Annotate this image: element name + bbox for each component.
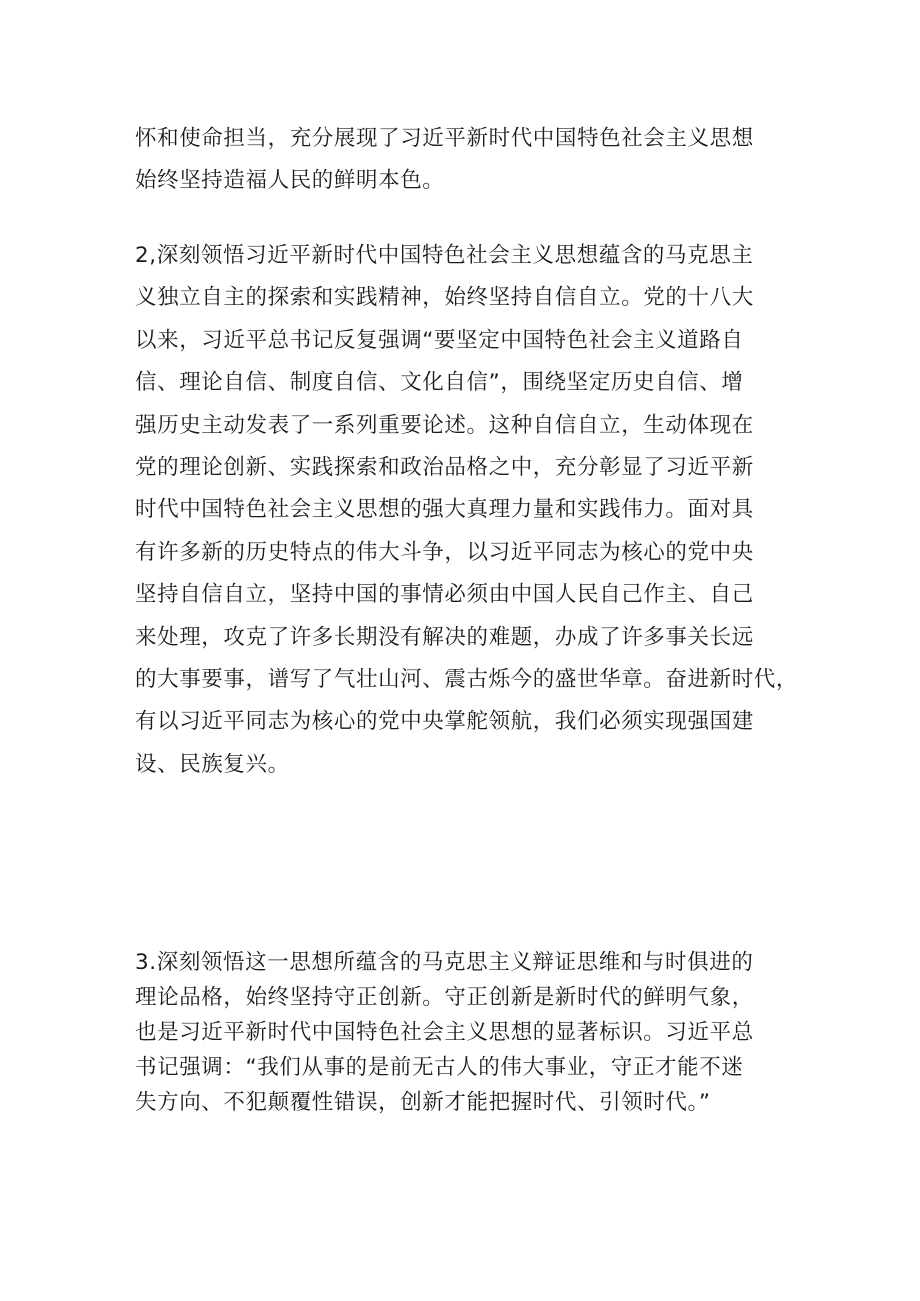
text-line: 书记强调：“我们从事的是前无古人的伟大事业，守正才能不迷 (135, 1055, 744, 1080)
text-line: 理论品格，始终坚持守正创新。守正创新是新时代的鲜明气象， (135, 985, 754, 1010)
text-line: 始终坚持造福人民的鲜明本色。 (135, 168, 445, 193)
text-line: 的大事要事，谱写了气壮山河、震古烁今的盛世华章。奋进新时代， (135, 667, 799, 693)
text-line: 党的理论创新、实践探索和政治品格之中，充分彰显了习近平新 (135, 455, 754, 481)
text-line: 来处理，攻克了许多长期没有解决的难题，办成了许多事关长远 (135, 624, 754, 650)
text-line: 怀和使命担当，充分展现了习近平新时代中国特色社会主义思想 (135, 126, 754, 151)
text-line: 信、理论自信、制度自信、文化自信”，围绕坚定历史自信、增 (135, 370, 744, 396)
text-line: 时代中国特色社会主义思想的强大真理力量和实践伟力。面对具 (135, 497, 754, 523)
paragraph-1 (135, 118, 795, 202)
text-line: 失方向、不犯颠覆性错误，创新才能把握时代、引领时代。” (135, 1090, 711, 1115)
text-line: 义独立自主的探索和实践精神，始终坚持自信自立。党的十八大 (135, 285, 754, 311)
paragraph-3 (135, 945, 795, 1120)
paragraph-2 (135, 235, 799, 786)
text-line: 强历史主动发表了一系列重要论述。这种自信自立，生动体现在 (135, 412, 754, 438)
text-line: 也是习近平新时代中国特色社会主义思想的显著标识。习近平总 (135, 1020, 754, 1045)
text-line: 坚持自信自立，坚持中国的事情必须由中国人民自己作主、自己 (135, 582, 754, 608)
text-line: 设、民族复兴。 (135, 751, 290, 777)
text-line: 有以习近平同志为核心的党中央掌舵领航，我们必须实现强国建 (135, 709, 754, 735)
text-line: 2,深刻领悟习近平新时代中国特色社会主义思想蕴含的马克思主 (135, 243, 754, 268)
text-line: 有许多新的历史特点的伟大斗争，以习近平同志为核心的党中央 (135, 539, 754, 565)
text-line: 以来，习近平总书记反复强调“要坚定中国特色社会主义道路自 (135, 327, 744, 353)
text-line: 3.深刻领悟这一思想所蕴含的马克思主义辩证思维和与时俱进的 (135, 950, 754, 975)
